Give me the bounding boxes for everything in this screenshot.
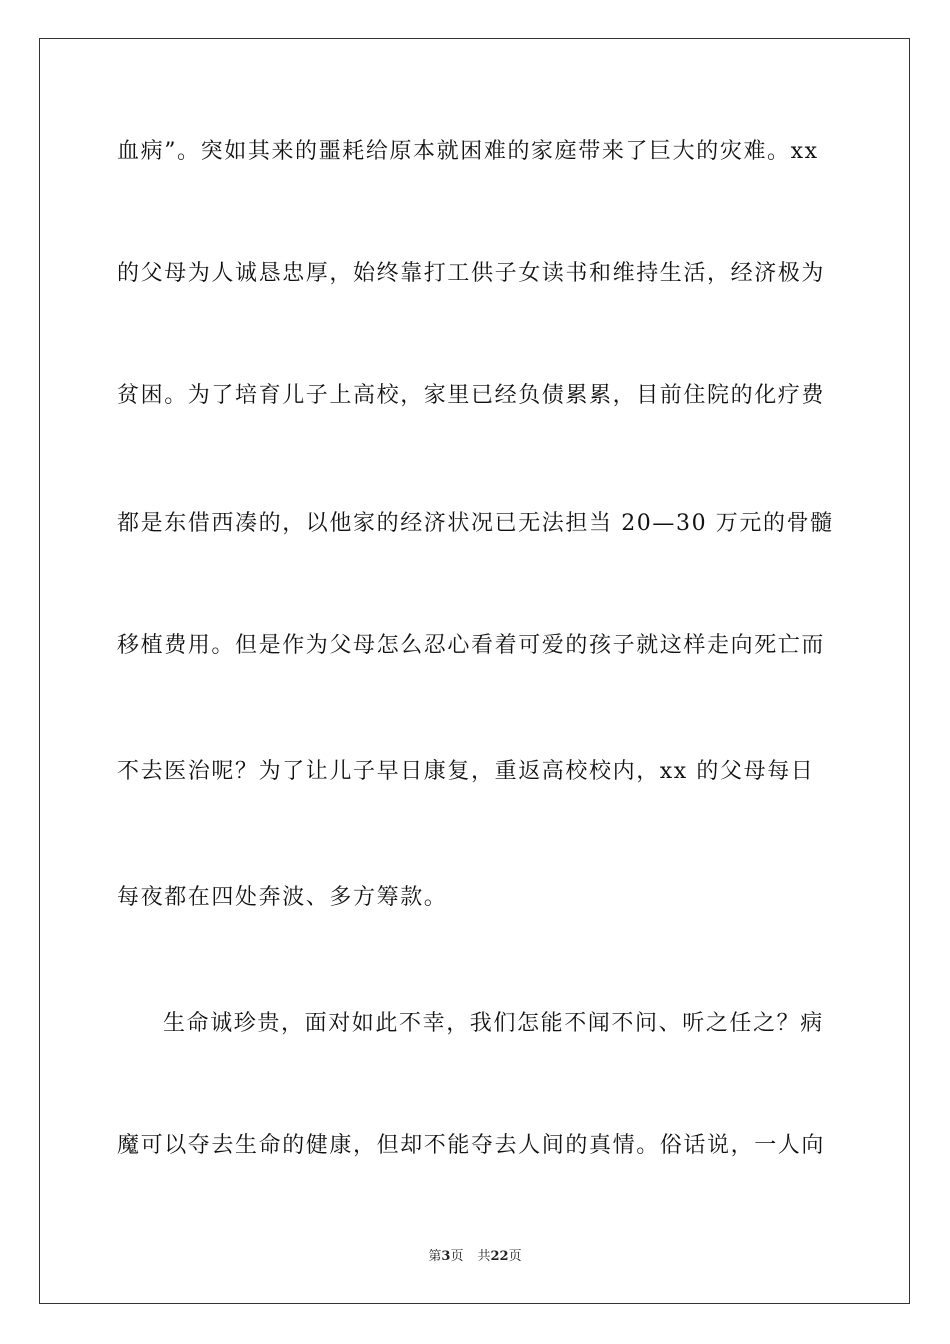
- page-prefix: 第: [428, 1249, 442, 1264]
- page-footer: [0, 1248, 950, 1266]
- total-prefix: 共: [477, 1249, 491, 1264]
- total-suffix: 页: [508, 1249, 522, 1264]
- page-border: [39, 38, 910, 1304]
- text-line-5: 移植费用。但是作为父母怎么忍心看着可爱的孩子就这样走向死亡而: [117, 633, 826, 658]
- total-pages: 22: [490, 1249, 509, 1264]
- text-line-3: 贫困。为了培育儿子上高校，家里已经负债累累，目前住院的化疗费: [117, 383, 826, 408]
- text-line-9: 魔可以夺去生命的健康，但却不能夺去人间的真情。俗话说，一人向: [117, 1133, 826, 1158]
- page-suffix: 页: [450, 1249, 464, 1264]
- text-line-6: 不去医治呢？为了让儿子早日康复，重返高校校内，xx 的父母每日: [117, 759, 815, 784]
- text-line-1: 血病”。突如其来的噩耗给原本就困难的家庭带来了巨大的灾难。xx: [117, 139, 819, 164]
- text-line-7: 每夜都在四处奔波、多方筹款。: [117, 885, 448, 910]
- text-line-8: 生命诚珍贵，面对如此不幸，我们怎能不闻不问、听之任之？病: [163, 1011, 824, 1036]
- text-line-4: 都是东借西凑的，以他家的经济状况已无法担当 20—30 万元的骨髓: [117, 511, 834, 536]
- page-number: 3: [441, 1249, 451, 1264]
- text-line-2: 的父母为人诚恳忠厚，始终靠打工供子女读书和维持生活，经济极为: [117, 261, 826, 286]
